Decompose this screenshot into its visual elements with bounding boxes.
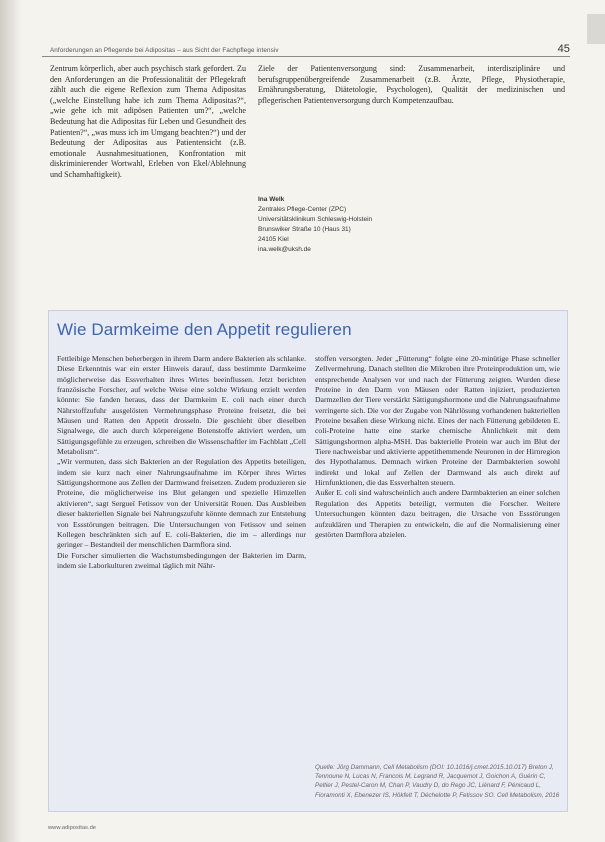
footer-text: www.adipositas.de (48, 825, 97, 831)
info-box-paragraph: „Wir vermuten, dass sich Bakterien an der Regulation des Appetits beteiligen, indem sie kurz nach einer Nahrungsaufnahme im Körper ihres Wirtes Sättigungshormone aus Zellen der Darmwand freisetzen. Zudem produzieren sie Proteine, die möglicherweise ins Blut gelangen und spezielle Hirnzellen aktivieren“, sagt Sergueï Fetissov von der Universität Rouen. Das Ausbleiben dieser bakteriellen Signale bei Nahrungszufuhr könnte demnach zur Entstehung von Essstörungen beitragen. Die Untersuchungen von Fetissov und seinen Kollegen beschränkten sich auf E. coli-Bakterien, die im – allerdings nur geringer – Bestandteil der menschlichen Darmflora sind. (57, 457, 306, 550)
info-box-paragraph: Die Forscher simulierten die Wachstumsbedingungen der Bakterien im Darm, indem sie Laborkulturen zweimal täglich mit Nähr- (57, 550, 306, 570)
running-head-title: Anforderungen an Pflegende bei Adipositas – aus Sicht der Fachpflege intensiv (50, 47, 279, 54)
author-address-street: Brunswiker Straße 10 (Haus 31) (258, 226, 351, 233)
author-name: Ina Welk (258, 196, 285, 203)
info-box-left-column (57, 354, 306, 571)
info-box-paragraph: Außer E. coli sind wahrscheinlich auch andere Darmbakterien an einer solchen Regulation des Appetits beteiligt, vermuten die Forscher. Weitere Untersuchungen könnten dazu beitragen, die Ursache von Essstörungen aufzuklären und Therapien zu entwickeln, die auf die Normalisierung einer gestörten Darmflora abzielen. (315, 488, 560, 539)
article-right-column (258, 64, 565, 106)
info-box-paragraph: Fettleibige Menschen beherbergen in ihrem Darm andere Bakterien als schlanke. Diese Erkenntnis war ein erster Hinweis darauf, dass bestimmte Darmkeime möglicherweise das Essverhalten ihres Wirtes beeinflussen. Jetzt berichten französische Forscher, auf welche Weise eine solche Wirkung erzielt werden könnte: Sie fanden heraus, dass der Darmkeim E. coli nach einer durch Nährstoffzufuhr ausgelösten Vermehrungsphase Proteine freisetzt, die bei Mäusen und Ratten den Appetit drosseln. Die geschieht über dieselben Signalwege, die auch durch körpereigene Botenstoffe aktiviert werden, um Sättigungsgefühle zu erzeugen, schreiben die Wissenschaftler im Fachblatt „Cell Metabolism“. (57, 354, 306, 457)
author-email: ina.welk@uksh.de (258, 246, 311, 253)
article-left-paragraph: Zentrum körperlich, aber auch psychisch stark gefordert. Zu den Anforderungen an die Professionalität der Pflegekraft zählt auch die eigene Reflexion zum Thema Adipositas („welche Einstellung habe ich zum Thema Adipositas?“, „wie gehe ich mit adipösen Patienten um?“, „welche Bedeutung hat die Adipositas für Leben und Gesundheit des Patienten?“, „was muss ich im Umgang beachten?“) und der Bedeutung der Adipositas aus Patientensicht (z.B. emotionale Ausnahmesituationen, Konfrontation mit diskriminierender Wortwahl, Erleben von Ekel/Ablehnung und Schamhaftigkeit). (50, 64, 246, 179)
page-edge-tab (587, 14, 605, 44)
info-box-paragraph: stoffen versorgten. Jeder „Fütterung“ folgte eine 20-minütige Phase schneller Zellvermehrung. Danach stellten die Mikroben ihre Proteinproduktion um, wie entsprechende Analysen vor und nach der Fütterung zeigten. Wurden diese Proteine in den Darm von Mäusen oder Ratten injiziert, produzierten Darmzellen der Tiere verstärkt Sättigungshormone und die Nahrungsaufnahme verringerte sich. Die vor der Zugabe von Nährlösung vorhandenen bakteriellen Proteine besaßen diese Wirkung nicht. Eines der nach Fütterung gebildeten E. coli-Proteine hatte eine starke chemische Ähnlichkeit mit dem Sättigungshormon alpha-MSH. Das bakterielle Protein war auch im Blut der Tiere nachweisbar und aktivierte appetithemmende Neuronen in der Hirnregion des Hypothalamus. Demnach wirken Proteine der Darmbakterien sowohl indirekt und lokal auf Zellen der Darmwand als auch direkt auf Hirnfunktionen, die das Essverhalten steuern. (315, 354, 560, 488)
info-box-title: Wie Darmkeime den Appetit regulieren (57, 320, 352, 339)
author-affiliation-1: Zentrales Pflege-Center (ZPC) (258, 206, 347, 213)
author-address-city: 24105 Kiel (258, 236, 289, 243)
article-right-paragraph: Ziele der Patientenversorgung sind: Zusammenarbeit, interdisziplinäre und berufsgruppenübergreifende Zusammenarbeit (z.B. Ärzte, Pflege, Physiotherapie, Ernährungsberatung, Diätetologie, Psychologen), Qualität der medizinischen und pflegerischen Patientenversorgung durch Kompetenzaufbau. (258, 64, 565, 105)
header-rule (42, 56, 570, 57)
author-block (258, 195, 418, 255)
article-left-column (50, 64, 246, 181)
info-box-source: Quelle: Jörg Dammann, Cell Metabolism (DOI: 10.1016/j.cmet.2015.10.017) Breton J, Tennoune N, Lucas N, Francois M, Legrand R, Jacquemot J, Goichon A, Guérin C, Peltier J, Pestel-Caron M, Chan P, Vaudry D, do Rego JC, Liénard F, Pénicaud L, Fioramonti X, Ebenezer IS, Hökfelt T, Déchelotte P, Fetissov SO. Cell Metabolism, 2016 (315, 764, 560, 799)
page-number: 45 (557, 43, 570, 55)
author-affiliation-2: Universitätsklinikum Schleswig-Holstein (258, 216, 373, 223)
info-box-right-column (315, 354, 560, 540)
page-binding-shadow (0, 0, 22, 842)
